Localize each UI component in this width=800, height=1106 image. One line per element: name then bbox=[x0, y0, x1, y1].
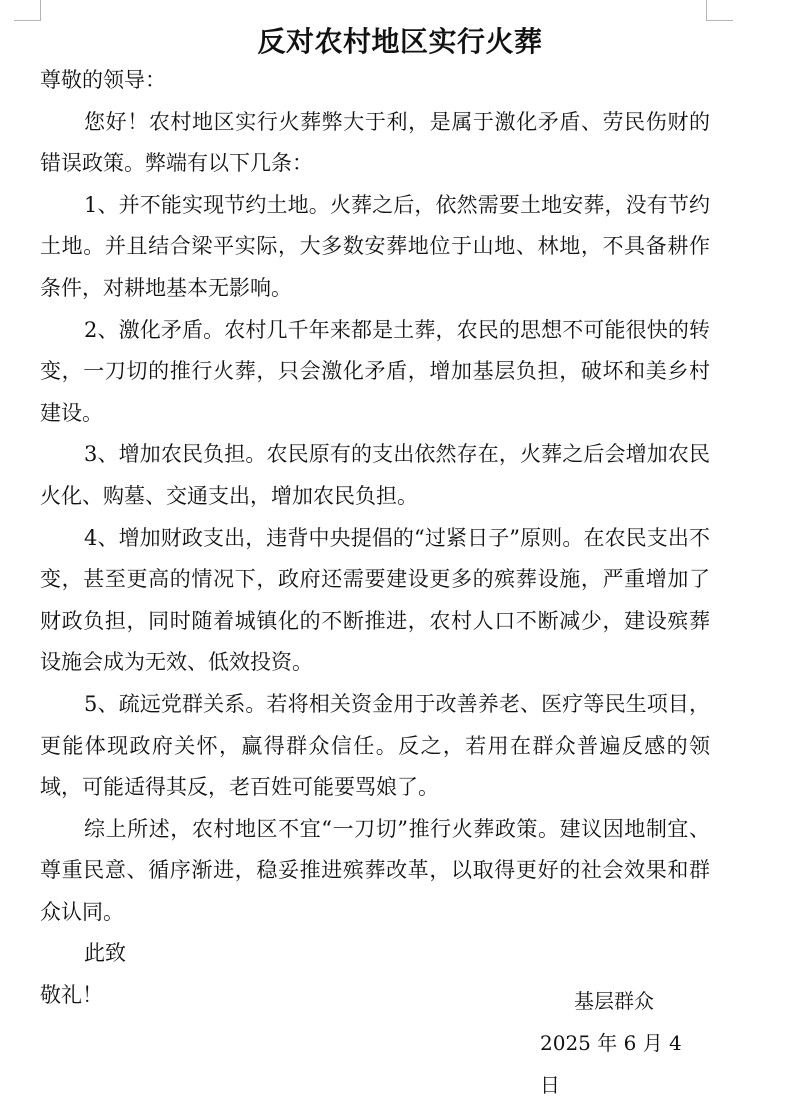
signature-block bbox=[540, 980, 700, 1106]
paragraph-conclusion: 综上所述，农村地区不宜“一刀切”推行火葬政策。建议因地制宜、尊重民意、循序渐进，稳妥推进殡葬改革，以取得更好的社会效果和群众认同。 bbox=[40, 816, 710, 924]
document-title: 反对农村地区实行火葬 bbox=[257, 25, 543, 58]
paragraph-point-3: 3、增加农民负担。农民原有的支出依然存在，火葬之后会增加农民火化、购墓、交通支出，增加农民负担。 bbox=[40, 442, 710, 508]
regards-line: 敬礼！ bbox=[40, 983, 103, 1008]
salutation: 尊敬的领导： bbox=[40, 68, 166, 92]
paragraph-point-2: 2、激化矛盾。农村几千年来都是土葬，农民的思想不可能很快的转变，一刀切的推行火葬，只会激化矛盾，增加基层负担，破坏和美乡村建设。 bbox=[40, 317, 710, 425]
paragraph-point-5: 5、疏远党群关系。若将相关资金用于改善养老、医疗等民生项目，更能体现政府关怀，赢得群众信任。反之，若用在群众普遍反感的领域，可能适得其反，老百姓可能要骂娘了。 bbox=[40, 691, 710, 800]
crop-mark-top-right bbox=[706, 0, 733, 21]
crop-mark-top-left bbox=[14, 0, 41, 21]
paragraph-point-1: 1、并不能实现节约土地。火葬之后，依然需要土地安葬，没有节约土地。并且结合梁平实际，大多数安葬地位于山地、林地，不具备耕作条件，对耕地基本无影响。 bbox=[40, 192, 710, 300]
signature-date: 2025 年 6 月 4 日 bbox=[540, 1031, 682, 1097]
signature-name: 基层群众 bbox=[574, 989, 654, 1013]
paragraph-greeting: 您好！农村地区实行火葬弊大于利，是属于激化矛盾、劳民伤财的错误政策。弊端有以下几条： bbox=[40, 109, 710, 176]
letter-body bbox=[40, 60, 710, 1017]
closing-line: 此致 bbox=[84, 941, 126, 966]
paragraph-point-4: 4、增加财政支出，违背中央提倡的“过紧日子”原则。在农民支出不变，甚至更高的情况下，政府还需要建设更多的殡葬设施，严重增加了财政负担，同时随着城镇化的不断推进，农村人口不断减少，建设殡葬设施会成为无效、低效投资。 bbox=[40, 525, 710, 675]
